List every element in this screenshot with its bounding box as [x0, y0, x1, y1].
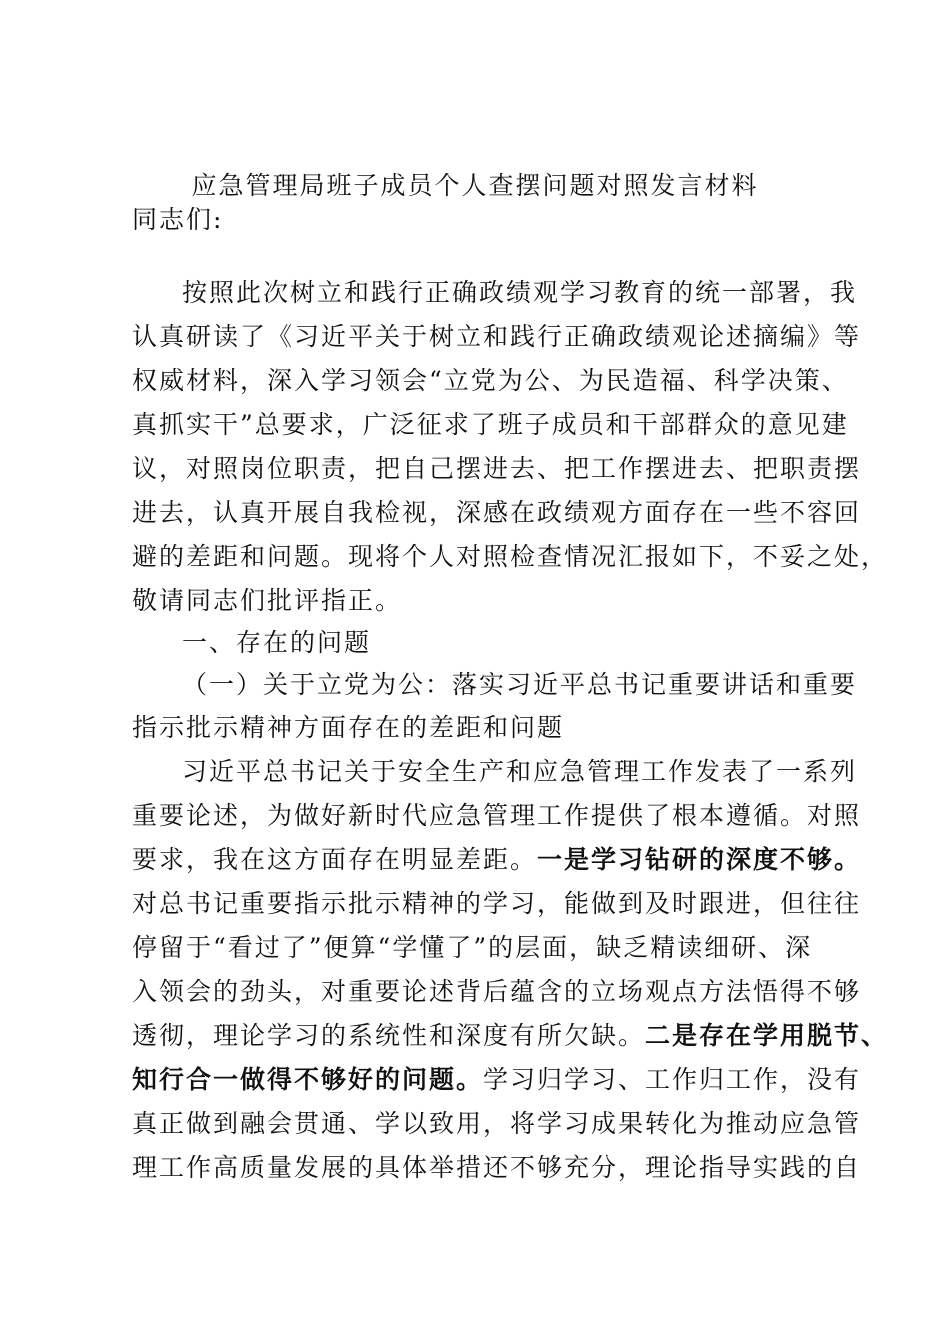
paragraph2-text: 透彻，理论学习的系统性和深度有所欠缺。	[132, 1021, 646, 1050]
paragraph2-line: 理工作高质量发展的具体举措还不够充分，理论指导实践的自	[132, 1153, 862, 1182]
paragraph2-line	[132, 1063, 861, 1097]
document-title: 应急管理局班子成员个人查摆问题对照发言材料	[191, 171, 759, 200]
paragraph2-line: 停留于“看过了”便算“学懂了”的层面，缺乏精读细研、深	[132, 933, 813, 962]
greeting: 同志们:	[132, 205, 224, 234]
paragraph1-line: 按照此次树立和践行正确政绩观学习教育的统一部署，我	[182, 278, 858, 307]
paragraph1-line: 认真研读了《习近平关于树立和践行正确政绩观论述摘编》等	[132, 322, 862, 351]
bold-point-two: 二是存在学用脱节、	[645, 1021, 889, 1050]
paragraph1-line: 避的差距和问题。现将个人对照检查情况汇报如下，不妥之处，	[132, 542, 889, 571]
paragraph1-line: 敬请同志们批评指正。	[132, 586, 403, 615]
paragraph1-line: 真抓实干”总要求，广泛征求了班子成员和干部群众的意见建	[132, 410, 849, 439]
paragraph2-text: 要求，我在这方面存在明显差距。	[132, 845, 538, 874]
section-heading: 一、存在的问题	[182, 628, 372, 657]
paragraph2-line: 入领会的劲头，对重要论述背后蕴含的立场观点方法悟得不够	[132, 977, 862, 1006]
subsection-heading-line: 指示批示精神方面存在的差距和问题	[132, 713, 565, 742]
paragraph2-line: 重要论述，为做好新时代应急管理工作提供了根本遵循。对照	[132, 801, 862, 830]
paragraph2-line	[132, 843, 861, 877]
paragraph2-line	[132, 1019, 888, 1053]
paragraph2-text: 学习归学习、工作归工作，没有	[483, 1065, 862, 1094]
paragraph1-line: 进去，认真开展自我检视，深感在政绩观方面存在一些不容回	[132, 498, 862, 527]
bold-point-two-cont: 知行合一做得不够好的问题。	[132, 1065, 484, 1094]
paragraph2-line: 对总书记重要指示批示精神的学习，能做到及时跟进，但往往	[132, 889, 862, 918]
subsection-heading-line: （一）关于立党为公：落实习近平总书记重要讲话和重要	[182, 670, 858, 699]
paragraph2-line: 习近平总书记关于安全生产和应急管理工作发表了一系列	[182, 757, 858, 786]
paragraph1-line: 议，对照岗位职责，把自己摆进去、把工作摆进去、把职责摆	[132, 454, 862, 483]
paragraph1-line: 权威材料，深入学习领会“立党为公、为民造福、科学决策、	[132, 366, 849, 395]
paragraph2-line: 真正做到融会贯通、学以致用，将学习成果转化为推动应急管	[132, 1109, 862, 1138]
bold-point-one: 一是学习钻研的深度不够。	[537, 845, 862, 874]
